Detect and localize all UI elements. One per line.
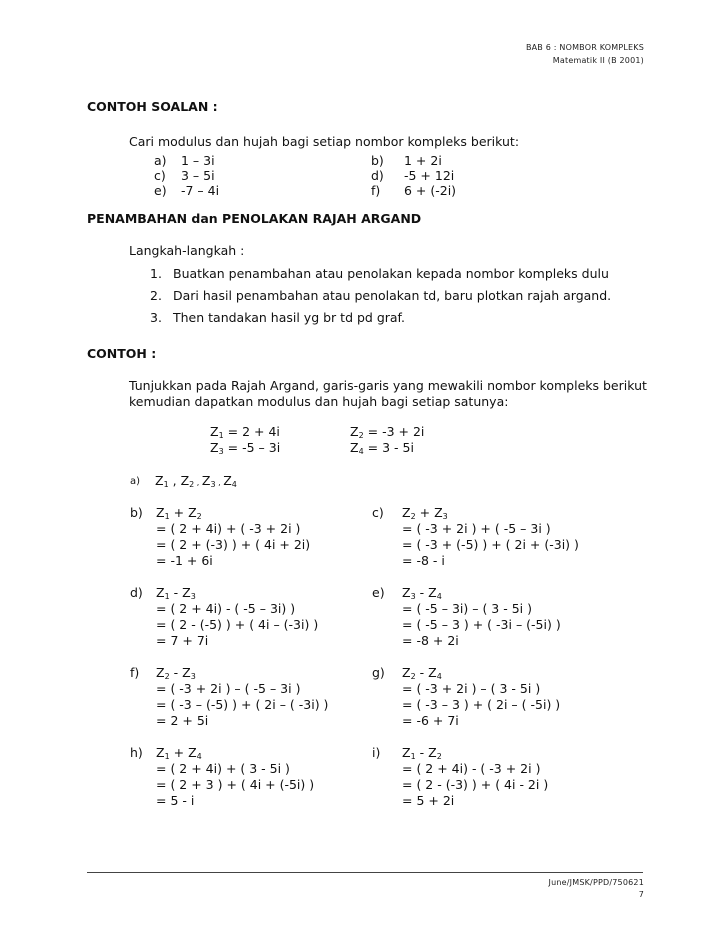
- part-g-line1: = ( -3 + 2i ) – ( 3 - 5i ): [402, 681, 541, 696]
- contoh-heading: CONTOH :: [87, 346, 157, 361]
- part-f-line2: = ( -3 – (-5) ) + ( 2i – ( -3i) ): [156, 697, 329, 712]
- part-e-line1: = ( -5 – 3i) – ( 3 - 5i ): [402, 601, 532, 616]
- header-course: Matematik II (B 2001): [552, 56, 644, 65]
- part-h-title: $Z_1 + Z_4$: [156, 745, 202, 761]
- part-e-label: e): [372, 585, 385, 600]
- step-num-3: 3.: [150, 310, 162, 325]
- item-label-c: c): [154, 168, 166, 183]
- part-f-line3: = 2 + 5i: [156, 713, 209, 728]
- item-expr-a: 1 – 3i: [181, 153, 215, 168]
- part-i-title: $Z_1 - Z_2$: [402, 745, 442, 761]
- contoh-intro-line1: Tunjukkan pada Rajah Argand, garis-garis yang mewakili nombor kompleks berikut: [129, 378, 647, 393]
- part-h-line2: = ( 2 + 3 ) + ( 4i + (-5i) ): [156, 777, 315, 792]
- step-num-1: 1.: [150, 266, 162, 281]
- part-c-line3: = -8 - i: [402, 553, 445, 568]
- part-g-title: $Z_2 - Z_4$: [402, 665, 442, 681]
- part-c-line2: = ( -3 + (-5) ) + ( 2i + (-3i) ): [402, 537, 579, 552]
- part-i-line3: = 5 + 2i: [402, 793, 455, 808]
- item-expr-b: 1 + 2i: [404, 153, 442, 168]
- item-label-e: e): [154, 183, 167, 198]
- part-a-expression: $Z_1$ , $Z_2$ , $Z_3$ , $Z_4$: [155, 473, 237, 489]
- part-d-label: d): [130, 585, 143, 600]
- part-d-line2: = ( 2 - (-5) ) + ( 4i – (-3i) ): [156, 617, 319, 632]
- footer-code: June/JMSK/PPD/750621: [548, 878, 644, 887]
- footer-divider: [87, 872, 643, 873]
- step-num-2: 2.: [150, 288, 162, 303]
- footer-page-number: 7: [638, 890, 644, 899]
- part-f-title: $Z_2 - Z_3$: [156, 665, 196, 681]
- step-text-2: Dari hasil penambahan atau penolakan td, baru plotkan rajah argand.: [173, 288, 612, 303]
- item-label-a: a): [154, 153, 167, 168]
- z1-definition: $Z_1 = 2 + 4i$: [210, 424, 280, 440]
- part-h-label: h): [130, 745, 143, 760]
- part-h-line1: = ( 2 + 4i) + ( 3 - 5i ): [156, 761, 290, 776]
- part-d-line3: = 7 + 7i: [156, 633, 209, 648]
- z2-definition: $Z_2 = -3 + 2i$: [350, 424, 425, 440]
- part-e-line2: = ( -5 – 3 ) + ( -3i – (-5i) ): [402, 617, 561, 632]
- part-b-title: $Z_1 + Z_2$: [156, 505, 202, 521]
- part-g-line2: = ( -3 – 3 ) + ( 2i – ( -5i) ): [402, 697, 561, 712]
- item-expr-e: -7 – 4i: [181, 183, 220, 198]
- z3-definition: $Z_3 = -5 - 3i$: [210, 440, 281, 456]
- part-e-title: $Z_3 - Z_4$: [402, 585, 442, 601]
- part-b-line1: = ( 2 + 4i) + ( -3 + 2i ): [156, 521, 301, 536]
- step-text-3: Then tandakan hasil yg br td pd graf.: [173, 310, 406, 325]
- part-b-line2: = ( 2 + (-3) ) + ( 4i + 2i): [156, 537, 311, 552]
- part-c-label: c): [372, 505, 384, 520]
- item-label-d: d): [371, 168, 384, 183]
- part-f-label: f): [130, 665, 140, 680]
- part-b-label: b): [130, 505, 143, 520]
- item-expr-d: -5 + 12i: [404, 168, 455, 183]
- contoh-soalan-instruction: Cari modulus dan hujah bagi setiap nombor kompleks berikut:: [129, 134, 520, 149]
- part-d-line1: = ( 2 + 4i) - ( -5 – 3i) ): [156, 601, 296, 616]
- part-i-line2: = ( 2 - (-3) ) + ( 4i - 2i ): [402, 777, 549, 792]
- part-f-line1: = ( -3 + 2i ) – ( -5 – 3i ): [156, 681, 301, 696]
- item-label-f: f): [371, 183, 381, 198]
- part-g-line3: = -6 + 7i: [402, 713, 459, 728]
- contoh-intro-line2: kemudian dapatkan modulus dan hujah bagi setiap satunya:: [129, 394, 509, 409]
- part-a-label: a): [130, 476, 141, 487]
- part-d-title: $Z_1 - Z_3$: [156, 585, 196, 601]
- part-g-label: g): [372, 665, 385, 680]
- part-b-line3: = -1 + 6i: [156, 553, 213, 568]
- part-c-line1: = ( -3 + 2i ) + ( -5 – 3i ): [402, 521, 551, 536]
- item-expr-f: 6 + (-2i): [404, 183, 457, 198]
- item-label-b: b): [371, 153, 384, 168]
- penambahan-heading: PENAMBAHAN dan PENOLAKAN RAJAH ARGAND: [87, 211, 422, 226]
- item-expr-c: 3 – 5i: [181, 168, 215, 183]
- step-text-1: Buatkan penambahan atau penolakan kepada nombor kompleks dulu: [173, 266, 609, 281]
- part-h-line3: = 5 - i: [156, 793, 195, 808]
- part-i-label: i): [372, 745, 381, 760]
- steps-title: Langkah-langkah :: [129, 243, 245, 258]
- part-e-line3: = -8 + 2i: [402, 633, 459, 648]
- contoh-soalan-heading: CONTOH SOALAN :: [87, 99, 218, 114]
- header-chapter: BAB 6 : NOMBOR KOMPLEKS: [525, 43, 644, 52]
- part-i-line1: = ( 2 + 4i) - ( -3 + 2i ): [402, 761, 541, 776]
- part-c-title: $Z_2 + Z_3$: [402, 505, 448, 521]
- z4-definition: $Z_4 = 3 - 5i$: [350, 440, 414, 456]
